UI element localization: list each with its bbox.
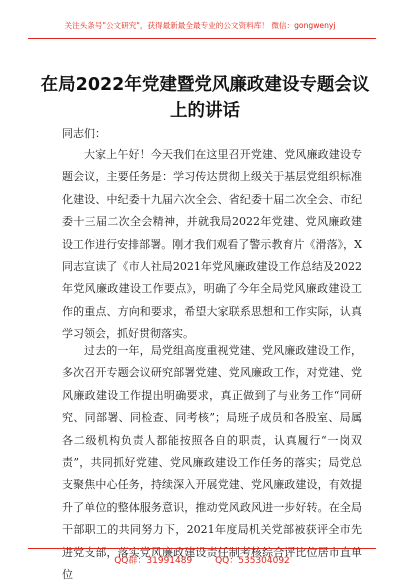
footer-divider — [28, 548, 376, 549]
document-title: 在局2022年党建暨党风廉政建设专题会议上的讲话 — [40, 75, 370, 121]
footer-qq-group: QQ群：31991489 — [114, 556, 193, 566]
paragraph-1: 大家上午好！今天我们在这里召开党建、党风廉政建设专题会议，主要任务是：学习传达贯彻上级关于基层党组织标准化建设、中纪委十九届六次全会、省纪委十届二次全会、市纪委十三届二次全会精神，并就我局2022年党建、党风廉政建设工作进行安排部署。刚才我们观看了警示教育片《滑落》，X同志宣读了《市人社局2021年党风廉政建设工作总结及2022年党风廉政建设工作要点》，明确了今年全局党风廉政建设工作的重点、方向和要求，希望大家联系思想和工作实际，认真学习领会，抓好贯彻落实。 — [62, 148, 362, 341]
header-divider — [28, 38, 376, 39]
footer — [28, 553, 376, 566]
header-notice: 关注头条号"公文研究"，获得最新最全最专业的公文资料库！ 微信：gongwenyj — [64, 21, 336, 30]
paragraph-2: 过去的一年，局党组高度重视党建、党风廉政建设工作，多次召开专题会议研究部署党建、党风廉政工作，对党建、党风廉政建设工作提出明确要求，真正做到了与业务工作“同研究、同部署、同检查、同考核”；局班子成员和各股室、局属各二级机构负责人都能按照各自的职责，认真履行“一岗双责”，共同抓好党建、党风廉政建设工作任务的落实；局党总支聚焦中心任务，持续深入开展党建、党风廉政建设，有效提升了单位的整体服务意识，推动党风政风进一步好转。在全局干部职工的共同努力下，2021年度局机关党部被获评全市先进党支部，落实党风廉政建设责任制考核综合评比位居市直单位 — [62, 344, 362, 582]
salutation: 同志们： — [62, 127, 106, 140]
footer-qq: QQ：535304092 — [215, 556, 290, 566]
